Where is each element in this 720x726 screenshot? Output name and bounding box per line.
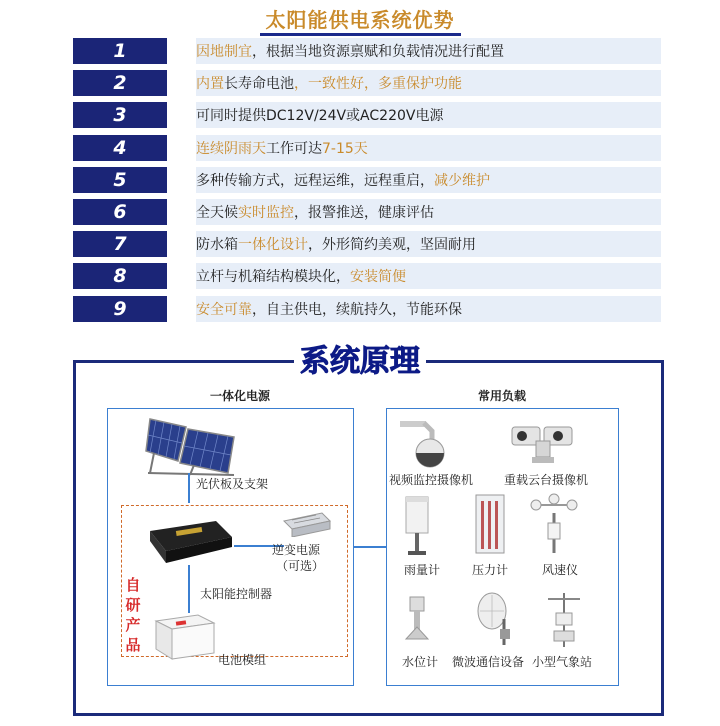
feature-highlight: 因地制宜 (196, 44, 252, 60)
load-label-6: 水位计 (402, 655, 439, 669)
controller-icon (146, 519, 234, 565)
feature-segment: 全天候 (196, 204, 238, 221)
feature-text (196, 102, 661, 128)
feature-number: 8 (73, 263, 167, 289)
feature-highlight: 一体化设计 (238, 237, 308, 254)
feature-number: 5 (73, 167, 167, 193)
feature-highlight: 安全可靠 (196, 301, 252, 318)
feature-row (73, 263, 661, 289)
inverter-label-1: 逆变电源 (272, 543, 321, 557)
inverter-label-2: （可选） (276, 559, 325, 573)
feature-highlight: ，一致性好，多重保护功能 (294, 76, 462, 93)
feature-row (73, 296, 661, 322)
feature-list (73, 38, 661, 328)
self-char-2: 研 (125, 596, 141, 614)
feature-number: 9 (73, 296, 167, 322)
feature-text (196, 135, 661, 161)
ptz-camera-icon (508, 419, 578, 465)
feature-number: 2 (73, 70, 167, 96)
feature-segment: ，外形简约美观，坚固耐用 (308, 237, 476, 254)
controller-label: 太阳能控制器 (200, 587, 273, 601)
feature-row (73, 102, 661, 128)
feature-number: 6 (73, 199, 167, 225)
load-label-2: 重载云台摄像机 (504, 473, 589, 487)
title-area (0, 4, 720, 32)
load-label-7: 微波通信设备 (452, 655, 525, 669)
feature-highlight: 安装简便 (350, 269, 406, 286)
feature-text (196, 70, 661, 96)
feature-segment: 工作可达 (266, 140, 322, 157)
feature-row (73, 38, 661, 64)
panel-line (188, 473, 190, 503)
feature-segment: 可同时提供DC12V/24V或AC220V电源 (196, 108, 444, 125)
load-label-3: 雨量计 (404, 563, 441, 577)
battery-icon (152, 611, 218, 661)
feature-segment: ，报警推送，健康评估 (294, 204, 434, 221)
feature-segment: 立杆与机箱结构模块化， (196, 269, 350, 286)
microwave-icon (474, 589, 518, 647)
feature-highlight: 连续阴雨天 (196, 140, 266, 157)
video-camera-icon (398, 419, 446, 469)
battery-label: 电池模组 (218, 653, 267, 667)
solar-panel-label: 光伏板及支架 (196, 477, 269, 491)
controller-line (188, 565, 190, 613)
section-title: 系统原理 (294, 336, 426, 380)
feature-segment: 长寿命电池 (224, 76, 294, 93)
weather-station-icon (542, 589, 586, 649)
feature-segment: ，自主供电，续航持久，节能环保 (252, 301, 462, 318)
self-char-3: 产 (125, 616, 141, 634)
feature-number: 3 (73, 102, 167, 128)
load-label-5: 风速仪 (542, 563, 579, 577)
feature-highlight: 实时监控 (238, 204, 294, 221)
anemometer-icon (530, 493, 578, 557)
feature-row (73, 199, 661, 225)
load-label-4: 压力计 (472, 563, 509, 577)
feature-text (196, 38, 661, 64)
feature-segment: 防水箱 (196, 237, 238, 254)
inverter-icon (282, 511, 332, 537)
feature-highlight: 内置 (196, 76, 224, 93)
feature-text (196, 296, 661, 322)
connector-line (354, 546, 386, 548)
feature-segment: ，根据当地资源禀赋和负载情况进行配置 (252, 44, 504, 60)
right-box-title: 常用负载 (478, 389, 527, 403)
pressure-gauge-icon (472, 493, 508, 557)
self-char-4: 品 (125, 636, 141, 654)
feature-number: 1 (73, 38, 167, 64)
self-developed-label (124, 575, 142, 655)
feature-text (196, 199, 661, 225)
feature-row (73, 70, 661, 96)
feature-row (73, 135, 661, 161)
load-label-1: 视频监控摄像机 (389, 473, 474, 487)
left-box-title: 一体化电源 (210, 389, 271, 403)
rain-gauge-icon (402, 493, 432, 557)
load-label-8: 小型气象站 (532, 655, 593, 669)
feature-text (196, 167, 661, 193)
water-level-icon (402, 595, 432, 647)
page-title: 太阳能供电系统优势 (260, 4, 461, 33)
feature-text (196, 231, 661, 257)
feature-row (73, 231, 661, 257)
self-char-1: 自 (125, 576, 141, 594)
feature-number: 4 (73, 135, 167, 161)
feature-highlight: 7-15天 (322, 140, 368, 157)
feature-number: 7 (73, 231, 167, 257)
solar-panel-icon (144, 415, 239, 477)
feature-segment: 多种传输方式，远程运维，远程重启， (196, 172, 434, 189)
system-diagram (73, 360, 664, 716)
feature-text (196, 263, 661, 289)
feature-row (73, 167, 661, 193)
feature-highlight: 减少维护 (434, 172, 490, 189)
